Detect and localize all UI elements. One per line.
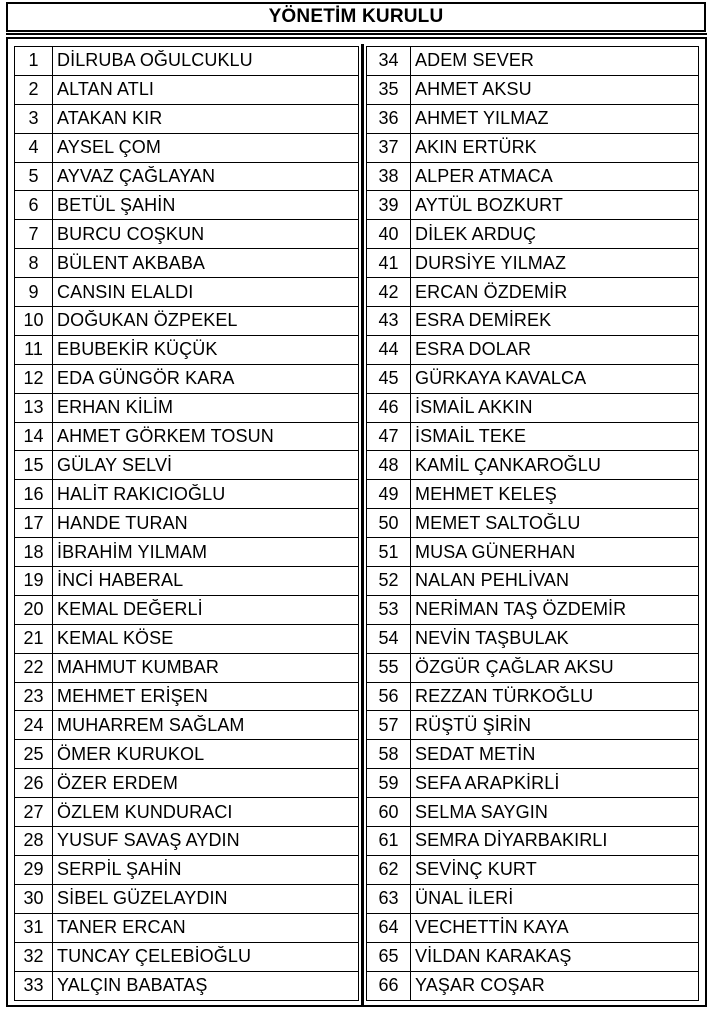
table-row (15, 538, 358, 567)
table-row (15, 509, 358, 538)
row-number: 30 (15, 885, 53, 913)
table-row (367, 423, 698, 452)
member-name: MUSA GÜNERHAN (415, 541, 576, 562)
table-row (15, 278, 358, 307)
member-name: GÜRKAYA KAVALCA (415, 368, 587, 389)
member-name: DOĞUKAN ÖZPEKEL (57, 310, 238, 331)
member-name: DİLRUBA OĞULCUKLU (57, 50, 253, 71)
title-divider (6, 33, 707, 35)
member-name: DİLEK ARDUÇ (415, 223, 537, 244)
row-number: 14 (15, 423, 53, 451)
table-row (15, 972, 358, 1001)
table-row (15, 856, 358, 885)
row-number: 57 (367, 711, 411, 739)
table-row (367, 596, 698, 625)
member-name: KEMAL KÖSE (57, 628, 174, 649)
row-number: 1 (15, 47, 53, 75)
table-row (367, 914, 698, 943)
table-row (15, 943, 358, 972)
row-number: 29 (15, 856, 53, 884)
member-name: REZZAN TÜRKOĞLU (415, 686, 594, 707)
member-name: KEMAL DEĞERLİ (57, 599, 203, 620)
row-number: 16 (15, 480, 53, 508)
member-name: BÜLENT AKBABA (57, 252, 206, 273)
row-number: 66 (367, 972, 411, 1001)
table-row (367, 711, 698, 740)
row-number: 63 (367, 885, 411, 913)
table-row (367, 105, 698, 134)
row-number: 5 (15, 163, 53, 191)
row-number: 20 (15, 596, 53, 624)
row-number: 8 (15, 249, 53, 277)
member-name: RÜŞTÜ ŞİRİN (415, 714, 532, 735)
row-number: 11 (15, 336, 53, 364)
member-name: DURSİYE YILMAZ (415, 252, 567, 273)
member-name: MEHMET ERİŞEN (57, 686, 208, 707)
member-name: ERHAN KİLİM (57, 397, 174, 418)
row-number: 53 (367, 596, 411, 624)
table-row (15, 683, 358, 712)
table-row (367, 249, 698, 278)
row-number: 2 (15, 76, 53, 104)
row-number: 39 (367, 191, 411, 219)
row-number: 23 (15, 683, 53, 711)
table-row (15, 394, 358, 423)
member-name: SEFA ARAPKİRLİ (415, 772, 560, 793)
row-number: 47 (367, 423, 411, 451)
column-divider (361, 44, 364, 1005)
row-number: 52 (367, 567, 411, 595)
row-number: 45 (367, 365, 411, 393)
table-row (367, 943, 698, 972)
row-number: 38 (367, 163, 411, 191)
member-name: GÜLAY SELVİ (57, 454, 173, 475)
table-row (367, 538, 698, 567)
table-row (367, 220, 698, 249)
member-name: ALPER ATMACA (415, 166, 553, 186)
table-row (367, 972, 698, 1001)
table-row (15, 76, 358, 105)
member-name: ADEM SEVER (415, 50, 535, 71)
member-name: ÖZER ERDEM (57, 772, 179, 793)
row-number: 54 (367, 625, 411, 653)
row-number: 65 (367, 943, 411, 971)
member-name: İBRAHİM YILMAM (57, 541, 208, 562)
table-row (367, 625, 698, 654)
row-number: 34 (367, 47, 411, 75)
member-name: BURCU COŞKUN (57, 223, 205, 244)
member-name: YUSUF SAVAŞ AYDIN (57, 830, 240, 851)
member-name: NALAN PEHLİVAN (415, 570, 570, 591)
row-number: 59 (367, 769, 411, 797)
row-number: 64 (367, 914, 411, 942)
member-name: AKIN ERTÜRK (415, 137, 537, 158)
table-row (367, 856, 698, 885)
member-name: CANSIN ELALDI (57, 281, 194, 302)
table-row (367, 278, 698, 307)
table-row (15, 740, 358, 769)
table-row (367, 798, 698, 827)
table-row (367, 683, 698, 712)
row-number: 49 (367, 480, 411, 508)
row-number: 7 (15, 220, 53, 248)
member-name: ESRA DEMİREK (415, 310, 552, 331)
row-number: 27 (15, 798, 53, 826)
right-column-table (366, 46, 699, 1001)
row-number: 50 (367, 509, 411, 537)
table-row (367, 480, 698, 509)
row-number: 60 (367, 798, 411, 826)
member-name: ERCAN ÖZDEMİR (415, 281, 568, 302)
table-row (15, 220, 358, 249)
row-number: 51 (367, 538, 411, 566)
member-name: SEMRA DİYARBAKIRLI (415, 830, 608, 851)
table-row (367, 769, 698, 798)
row-number: 24 (15, 711, 53, 739)
member-name: AYVAZ ÇAĞLAYAN (57, 166, 216, 186)
table-row (15, 451, 358, 480)
table-row (15, 654, 358, 683)
member-name: AYTÜL BOZKURT (415, 194, 563, 215)
row-number: 18 (15, 538, 53, 566)
member-name: AYSEL ÇOM (57, 137, 161, 158)
table-row (367, 365, 698, 394)
table-row (15, 163, 358, 192)
member-name: MAHMUT KUMBAR (57, 657, 219, 678)
table-row (15, 567, 358, 596)
row-number: 42 (367, 278, 411, 306)
member-name: HANDE TURAN (57, 512, 188, 533)
member-name: VİLDAN KARAKAŞ (415, 946, 572, 967)
row-number: 3 (15, 105, 53, 133)
member-name: ÖMER KURUKOL (57, 743, 205, 764)
member-name: VECHETTİN KAYA (415, 917, 569, 938)
row-number: 40 (367, 220, 411, 248)
member-name: NEVİN TAŞBULAK (415, 628, 569, 649)
table-row (15, 105, 358, 134)
member-name: HALİT RAKICIOĞLU (57, 483, 226, 504)
table-row (15, 249, 358, 278)
member-name: SİBEL GÜZELAYDIN (57, 888, 228, 909)
table-row (15, 827, 358, 856)
member-name: SELMA SAYGIN (415, 801, 548, 822)
left-column-table (14, 46, 359, 1001)
table-row (15, 423, 358, 452)
member-name: AHMET YILMAZ (415, 108, 549, 129)
table-row (367, 76, 698, 105)
member-name: EDA GÜNGÖR KARA (57, 368, 235, 389)
table-row (15, 885, 358, 914)
row-number: 35 (367, 76, 411, 104)
member-name: YALÇIN BABATAŞ (57, 975, 208, 996)
member-name: TANER ERCAN (57, 917, 186, 938)
row-number: 6 (15, 191, 53, 219)
member-name: İSMAİL TEKE (415, 426, 527, 447)
row-number: 56 (367, 683, 411, 711)
member-name: KAMİL ÇANKAROĞLU (415, 454, 601, 475)
row-number: 28 (15, 827, 53, 855)
member-name: ÖZLEM KUNDURACI (57, 801, 233, 822)
member-name: MUHARREM SAĞLAM (57, 714, 245, 735)
member-name: ÜNAL İLERİ (415, 888, 514, 909)
table-row (15, 798, 358, 827)
table-row (367, 163, 698, 192)
table-row (15, 769, 358, 798)
table-row (367, 654, 698, 683)
table-row (367, 567, 698, 596)
row-number: 43 (367, 307, 411, 335)
row-number: 36 (367, 105, 411, 133)
table-row (15, 191, 358, 220)
row-number: 31 (15, 914, 53, 942)
member-name: İSMAİL AKKIN (415, 397, 533, 418)
row-number: 25 (15, 740, 53, 768)
table-row (367, 394, 698, 423)
table-row (15, 336, 358, 365)
row-number: 58 (367, 740, 411, 768)
row-number: 15 (15, 451, 53, 479)
row-number: 22 (15, 654, 53, 682)
row-number: 19 (15, 567, 53, 595)
row-number: 41 (367, 249, 411, 277)
row-number: 61 (367, 827, 411, 855)
member-name: SERPİL ŞAHİN (57, 859, 182, 880)
table-row (367, 885, 698, 914)
row-number: 13 (15, 394, 53, 422)
member-name: YAŞAR COŞAR (415, 975, 545, 996)
row-number: 10 (15, 307, 53, 335)
row-number: 62 (367, 856, 411, 884)
member-name: ATAKAN KIR (57, 108, 163, 129)
member-name: AHMET AKSU (415, 79, 532, 100)
row-number: 44 (367, 336, 411, 364)
member-name: SEDAT METİN (415, 743, 536, 764)
row-number: 46 (367, 394, 411, 422)
table-row (15, 914, 358, 943)
member-name: NERİMAN TAŞ ÖZDEMİR (415, 599, 627, 620)
row-number: 37 (367, 134, 411, 162)
page-title: YÖNETİM KURULU (6, 2, 706, 32)
table-row (15, 47, 358, 76)
table-row (367, 740, 698, 769)
member-name: İNCİ HABERAL (57, 570, 184, 591)
member-name: TUNCAY ÇELEBİOĞLU (57, 946, 252, 967)
member-name: ESRA DOLAR (415, 339, 532, 360)
table-row (367, 47, 698, 76)
row-number: 17 (15, 509, 53, 537)
member-name: MEMET SALTOĞLU (415, 512, 581, 533)
row-number: 32 (15, 943, 53, 971)
member-name: ALTAN ATLI (57, 79, 155, 100)
row-number: 26 (15, 769, 53, 797)
table-row (15, 307, 358, 336)
row-number: 48 (367, 451, 411, 479)
member-name: EBUBEKİR KÜÇÜK (57, 339, 218, 360)
row-number: 33 (15, 972, 53, 1001)
table-row (367, 509, 698, 538)
table-row (15, 480, 358, 509)
table-row (367, 191, 698, 220)
row-number: 21 (15, 625, 53, 653)
table-row (367, 451, 698, 480)
table-row (367, 307, 698, 336)
member-name: MEHMET KELEŞ (415, 483, 557, 504)
table-row (15, 596, 358, 625)
table-row (15, 134, 358, 163)
table-row (15, 625, 358, 654)
table-row (367, 134, 698, 163)
row-number: 4 (15, 134, 53, 162)
table-row (15, 365, 358, 394)
table-row (15, 711, 358, 740)
table-row (367, 827, 698, 856)
member-name: AHMET GÖRKEM TOSUN (57, 426, 274, 447)
row-number: 55 (367, 654, 411, 682)
member-name: SEVİNÇ KURT (415, 859, 537, 880)
row-number: 9 (15, 278, 53, 306)
member-name: ÖZGÜR ÇAĞLAR AKSU (415, 657, 614, 678)
table-row (367, 336, 698, 365)
member-name: BETÜL ŞAHİN (57, 194, 176, 215)
row-number: 12 (15, 365, 53, 393)
